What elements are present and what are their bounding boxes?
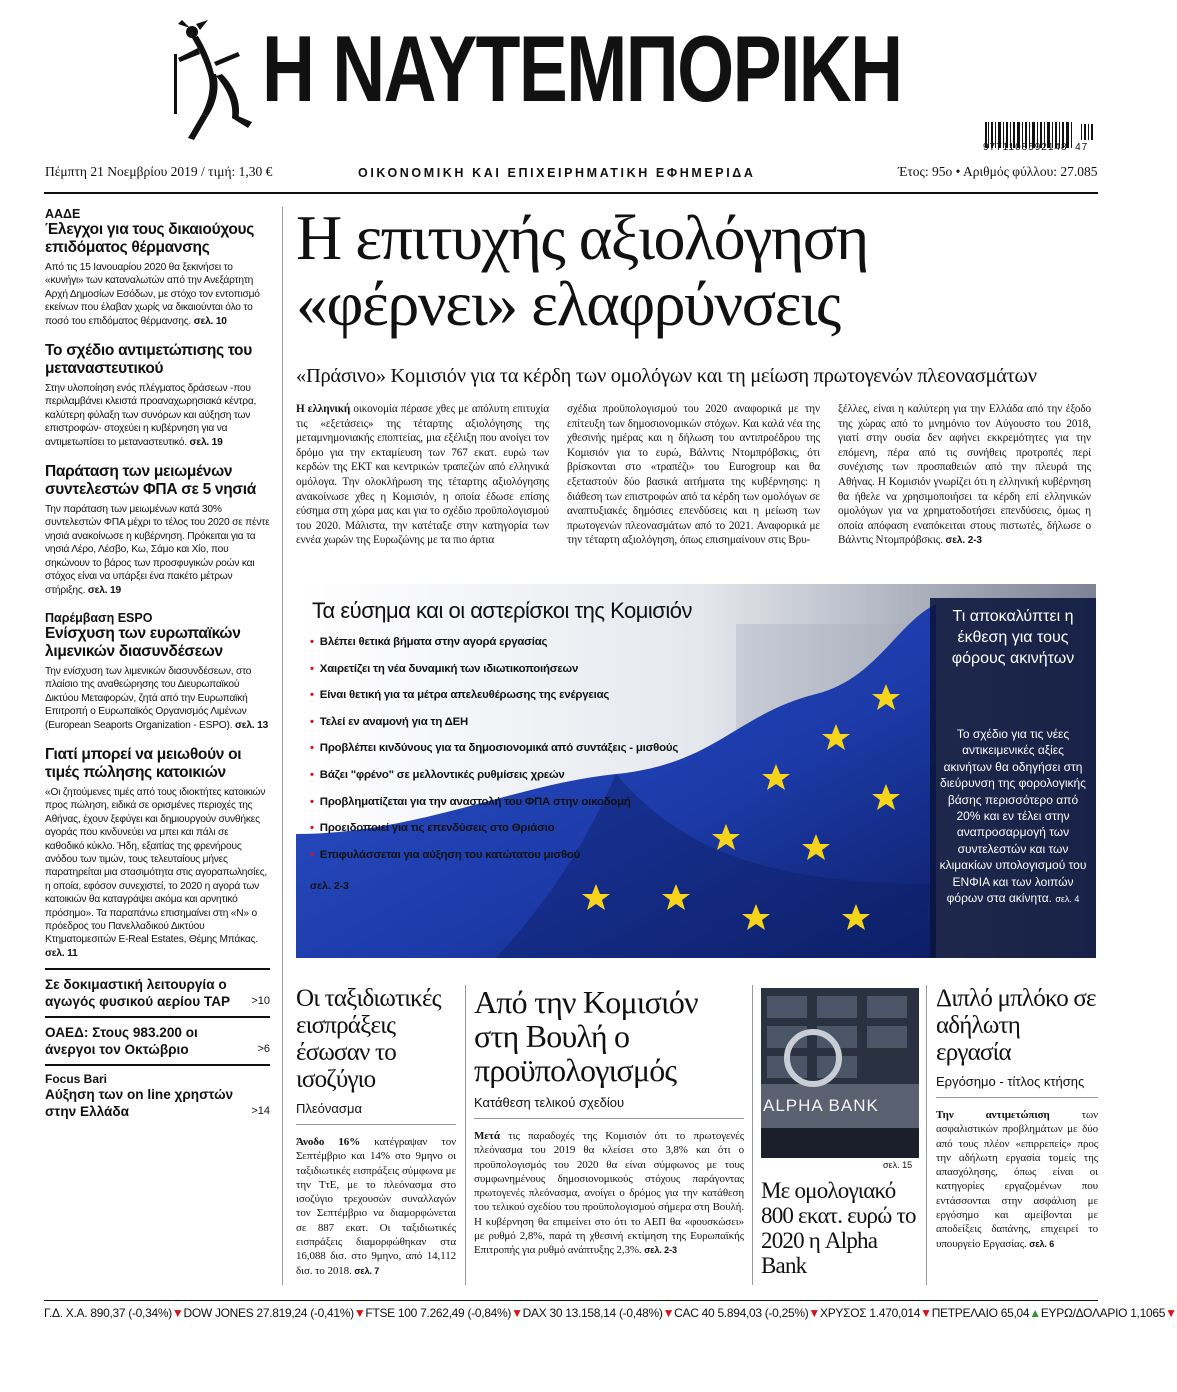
masthead — [0, 0, 1151, 200]
list-item: • Επιφυλάσσεται για αύξηση του κατώτατου μισθού — [310, 848, 581, 861]
down-arrow-icon: ▼ — [353, 1306, 366, 1320]
list-item: • Προειδοποιεί για τις επενδύσεις στο Θριάσιο — [310, 822, 555, 835]
story-body: Μετά τις παραδοχές της Κομισιόν ότι το πρωτογενές πλεόνασμα του 2019 θα κλείσει στο 3,8% και ότι ο προϋπολογισμός του 2020 θα είναι σύμφωνος με τους συμφωνημένους δημοσιονομικούς στόχους παράγοντας πρωτογενές πλεόνασμα, ανοίγει ο δρόμος για την κατάθεση του τελικού σχεδίου του προϋπολογισμού σήμερα στη Βουλή. Η κυβέρνηση θα επιμείνει στο ότι το ΑΕΠ θα «φουσκώσει» με ρυθμό 2,8%, παρά τη χθεσινή εκτίμηση της Ευρωπαϊκής Επιτροπής για ρυθμό ανάπτυξης 2,3%. σελ. 2-3 — [474, 1130, 744, 1257]
ticker-rule — [44, 1300, 1098, 1301]
story-column: ξέλλες, είναι η καλύτερη για την Ελλάδα από την έξοδο της χώρας από το μνημόνιο τον Αύγουστο του 2018, γιατί στην ουσία δεν αφήνει εκκρεμότητες για την επόμενη, πέρα από τις συνήθεις προτροπές περί συνέχισης των προσπαθειών από την πλευρά της Αθήνας. Η Κομισιόν γνωρίζει ότι η ελληνική κυβέρνηση θα ήθελε να χρησιμοποιήσει τα κέρδη επί ελληνικών ομολόγων για να χρηματοδοτήσει επενδύσεις, όμως η οποία απόφαση εναπόκειται στους πιστωτές, δήλωσε ο Βάλντις Ντομπρόβσκις. σελ. 2-3 — [838, 403, 1091, 547]
alpha-bank-building-image — [761, 988, 919, 1158]
teaser-tap[interactable]: Σε δοκιμαστική λειτουργία ο αγωγός φυσικού αερίου TAP >10 — [45, 977, 270, 1010]
ticker-item: ΧΡΥΣΟΣ 1.470,014▼ — [819, 1306, 932, 1320]
list-item: • Είναι θετική για τα μέτρα απελευθέρωσης της ενέργειας — [310, 689, 610, 702]
left-story[interactable] — [45, 746, 270, 960]
story-headline: Έλεγχοι για τους δικαιούχους επιδόματος θέρμανσης — [45, 221, 255, 256]
ticker-item: DOW JONES 27.819,24 (-0,41%)▼ — [183, 1306, 366, 1320]
story-kicker: ΑΑΔΕ — [45, 207, 81, 221]
down-arrow-icon: ▼ — [1165, 1306, 1177, 1320]
masthead-rule — [44, 192, 1098, 194]
left-story[interactable] — [45, 207, 270, 328]
ticker-item: Γ.Δ. Χ.Α. 890,37 (-0,34%)▼ — [44, 1306, 184, 1320]
story-subhead: Πλεόνασμα — [296, 1101, 456, 1125]
divider — [45, 1064, 270, 1066]
list-item: • Βλέπει θετικά βήματα στην αγορά εργασίας — [310, 636, 548, 648]
date-price-line: Πέμπτη 21 Νοεμβρίου 2019 / τιμή: 1,30 € — [45, 164, 273, 179]
left-column — [45, 207, 270, 1120]
story-headline: Γιατί μπορεί να μειωθούν οι τιμές πώλησης κατοικιών — [45, 745, 242, 781]
story-body: Στην υλοποίηση ενός πλέγματος δράσεων -που περιλαμβάνει κλειστά προαναχωρησιακά κέντρα, καλύτερη φύλαξη των συνόρων και αύξηση των επιστροφών- στοχεύει η κυβέρνηση για να αντιμετωπίσει το μεταναστευτικό. σελ. 19 — [45, 383, 257, 448]
list-item: • Τελεί εν αναμονή για τη ΔΕΗ — [310, 715, 469, 728]
divider — [45, 968, 270, 970]
story-body: «Οι ζητούμενες τιμές από τους ιδιοκτήτες κατοικιών προς πώληση, ειδικά σε ορισμένες περιοχές της Αθήνας, έχουν ξεφύγει και δημιουργούν συνθήκες αγοράς που κινδυνεύει να μπει και πάλι σε καθοδικό κύκλο. Ήδη, εξαιτίας της φρενήρους ανόδου των τιμών, τους τελευταίους μήνες παρατηρείται μια στασιμότητα στις αγοραπωλησίες, η οποία, εφόσον συνεχιστεί, το 2020 η αγορά των κατοικιών θα καταγράψει ακόμα και αρνητικό πρόσημο». Τα παραπάνω επισημαίνει στη «Ν» ο πρόεδρος του Πανελλαδικού Δικτύου Κτηματομεσιτών E-Real Estates, Θέμης Μπάκας. σελ. 11 — [45, 786, 268, 959]
main-headline[interactable]: Η επιτυχής αξιολόγηση «φέρνει» ελαφρύνσεις — [296, 202, 868, 339]
eu-feature-box — [296, 584, 1096, 958]
alpha-bank-photo — [761, 988, 919, 1158]
ticker-item: FTSE 100 7.262,49 (-0,84%)▼ — [365, 1306, 523, 1320]
story-headline: Διπλό μπλόκο σε αδήλωτη εργασία — [936, 985, 1096, 1066]
hermes-logo-icon — [168, 18, 258, 148]
main-subhead: «Πράσινο» Κομισιόν για τα κέρδη των ομολόγων και τη μείωση πρωτογενών πλεονασμάτων — [296, 365, 1037, 387]
issue-line: Έτος: 95ο • Αριθμός φύλλου: 27.085 — [898, 164, 1098, 179]
down-arrow-icon: ▼ — [808, 1306, 820, 1320]
sidebar-headline: Τι αποκαλύπτει η έκθεση για τους φόρους ακινήτων — [951, 608, 1075, 667]
ticker-item: ΕΥΡΩ/ΔΟΛΑΡΙΟ 1,1065▼ — [1040, 1306, 1177, 1320]
list-item: • Βάζει "φρένο" σε μελλοντικές ρυθμίσεις χρεών — [310, 768, 565, 781]
story-column: Η ελληνική οικονομία πέρασε χθες με απόλυτη επιτυχία τις «εξετάσεις» της τέταρτης αξιολόγησης της μεταμνημονιακής εποπτείας, μια εξέλιξη που ανοίγει τον δρόμο για την εκταμίευση των 767 εκατ. ευρώ των κερδών της ΕΚΤ και κεντρικών τραπεζών από ελληνικά ομόλογα. Την ολοκλήρωση της τέταρτης αξιολόγησης ανακοίνωσε χθες η Κομισιόν, η οποία έδωσε επίσης εύσημα στη χώρα μας και για το σχέδιο προϋπολογισμού του 2020. Μάλιστα, την κατέταξε στην κατηγορία των εννέα χωρών της Ευρωζώνης με τα πιο άρτια — [296, 403, 549, 547]
ticker-item: CAC 40 5.894,03 (-0,25%)▼ — [674, 1306, 820, 1320]
story-column: σχέδια προϋπολογισμού του 2020 αναφορικά με την επίτευξη των δημοσιονομικών στόχων. Και καλά νέα της χθεσινής ημέρας και η δήλωση του αντιπροέδρου της Κομισιόν για το ευρώ, Βάλντις Ντομπρόβσκις, ότι βρίσκονται στο «τραπέζι» του Eurogroup και θα εξεταστούν δύο βασικά αιτήματα της κυβέρνησης: η διάθεση των επιστροφών από τα κέρδη των ομολόγων σε αναπτυξιακές δημόσιες επενδύσεις και η μείωση των πρωτογενών πλεονασμάτων από το 2021. Αναφορικά με την τέταρτη αξιολόγηση, όπως επισημαίνουν στις Βρυ- — [567, 403, 820, 547]
left-story[interactable] — [45, 463, 270, 597]
story-headline: Οι ταξιδιωτικές εισπράξεις έσωσαν το ισοζύγιο — [296, 985, 441, 1093]
down-arrow-icon: ▼ — [920, 1306, 932, 1320]
story-undeclared-work[interactable] — [936, 985, 1098, 1251]
ticker-item: DAX 30 13.158,14 (-0,48%)▼ — [522, 1306, 675, 1320]
left-story[interactable] — [45, 611, 270, 732]
story-budget[interactable] — [474, 985, 744, 1258]
story-kicker: Παρέμβαση ESPO — [45, 610, 153, 625]
eu-bullet-list — [310, 636, 830, 875]
story-headline: Ενίσχυση των ευρωπαϊκών λιμενικών διασυνδέσεων — [45, 624, 241, 660]
story-body: Την αντιμετώπιση των ασφαλιστικών προβλημάτων με δύο από τους πλέον «επιρρεπείς» προς την αδήλωτη εργασία τομείς της απασχόλησης, όπως είναι οι κατηγορίες εργαζομένων που εντάσσονται στην ασφάλιση με εργόσημο και αμείβονται με αποδείξεις δαπάνης, επιχειρεί το υπουργείο Εργασίας. σελ. 6 — [936, 1109, 1098, 1250]
down-arrow-icon: ▼ — [511, 1306, 523, 1320]
divider — [45, 1016, 270, 1018]
story-body: Από τις 15 Ιανουαρίου 2020 θα ξεκινήσει το «κυνήγι» των καταναλωτών από την Ανεξάρτητη Αρχή Δημοσίων Εσόδων, με στόχο τον εντοπισμό εκείνων που έλαβαν χωρίς να δικαιούνται όλο το ποσό του επιδόματος θέρμανσης. σελ. 10 — [45, 262, 260, 327]
story-subhead: Εργόσημο - τίτλος κτήσης — [936, 1074, 1098, 1098]
column-divider — [926, 985, 927, 1285]
list-item: • Προβληματίζεται για την αναστολή του ΦΠΑ στην οικοδομή — [310, 795, 631, 808]
left-story[interactable] — [45, 342, 270, 449]
sidebar-body: Το σχέδιο για τις νέες αντικειμενικές αξίες ακινήτων θα οδηγήσει στη διεύρυνση της φορολογικής βάσης περισσότερο από 20% και εν τέλει στην αναπροσαρμογή των συντελεστών και των κλιμακίων υπολογισμού του ΕΝΦΙΑ και των λοιπών φόρων στα ακίνητα. σελ. 4 — [939, 727, 1087, 906]
page-reference: σελ. 15 — [883, 1160, 913, 1170]
story-headline: Το σχέδιο αντιμετώπισης του μεταναστευτικού — [45, 342, 252, 378]
column-divider — [282, 207, 283, 1285]
list-item: • Προβλέπει κινδύνους για τα δημοσιονομικά από συντάξεις - μισθούς — [310, 742, 679, 755]
up-arrow-icon: ▲ — [1029, 1306, 1041, 1320]
ticker-item: ΠΕΤΡΕΛΑΙΟ 65,04▲ — [931, 1306, 1041, 1320]
teaser-kicker: Focus Bari — [45, 1072, 108, 1087]
story-headline: Από την Κομισιόν στη Βουλή ο προϋπολογισμός — [474, 984, 698, 1088]
column-divider — [465, 985, 466, 1285]
teaser-oaed[interactable]: ΟΑΕΔ: Στους 983.200 οι άνεργοι τον Οκτώβριο >6 — [45, 1025, 270, 1058]
alpha-bank-sign: ALPHA BANK — [763, 1096, 879, 1115]
down-arrow-icon: ▼ — [171, 1306, 184, 1320]
column-divider — [752, 985, 753, 1285]
newspaper-title: Η ΝΑΥΤΕΜΠΟΡΙΚΗ — [262, 16, 902, 121]
tagline: ΟΙΚΟΝΟΜΙΚΗ ΚΑΙ ΕΠΙΧΕΙΡΗΜΑΤΙΚΗ ΕΦΗΜΕΡΙΔΑ — [358, 166, 756, 180]
down-arrow-icon: ▼ — [662, 1306, 675, 1320]
story-travel-receipts[interactable] — [296, 985, 456, 1278]
property-tax-sidebar[interactable] — [930, 598, 1096, 958]
story-subhead: Κατάθεση τελικού σχεδίου — [474, 1095, 744, 1119]
story-body: Την ενίσχυση των λιμενικών διασυνδέσεων, στο πλαίσιο της αναθεώρησης του Διευρωπαϊκού Δικτύου Μεταφορών, ζητά από την Ευρωπαϊκή Επιτροπή ο Ευρωπαϊκός Οργανισμός Λιμένων (European Seaports Organization - ESPO). σελ. 13 — [45, 665, 269, 731]
list-item: • Χαιρετίζει τη νέα δυναμική των ιδιωτικοποιήσεων — [310, 662, 579, 675]
barcode-number: 9771108592148 47 — [983, 142, 1089, 153]
story-alpha-bank-headline[interactable]: Με ομολογιακό 800 εκατ. ευρώ το 2020 η Alpha Bank — [761, 1178, 916, 1278]
story-headline: Παράταση των μειωμένων συντελεστών ΦΠΑ σε 5 νησιά — [45, 463, 256, 499]
story-body: Άνοδο 16% κατέγραψαν τον Σεπτέμβριο και 14% στο 9μηνο οι ταξιδιωτικές εισπράξεις σύμφωνα με την ΤτΕ, με το πλεόνασμα στο ισοζύγιο τρεχουσών συναλλαγών τον Σεπτέμβριο να διαμορφώνεται σε 887 εκατ. Οι ταξιδιωτικές εισπράξεις διαμορφώθηκαν στα 16,088 δισ. στο 9μηνο, από 14,112 δισ. το 2018. σελ. 7 — [296, 1136, 456, 1277]
page-reference: σελ. 2-3 — [310, 880, 350, 892]
main-story-body — [296, 402, 1091, 549]
teaser-online-users[interactable]: Αύξηση των on line χρηστών στην Ελλάδα >14 — [45, 1087, 270, 1120]
market-ticker — [44, 1306, 1177, 1320]
story-body: Την παράταση των μειωμένων κατά 30% συντελεστών ΦΠΑ μέχρι το τέλος του 2020 σε πέντε νησιά ανακοίνωσε η κυβέρνηση. Πρόκειται για τα νησιά Λέρο, Λέσβο, Κω, Σάμο και Χίο, που σηκώνουν το βάρος των προσφυγικών ροών και στόχος είναι να υπάρξει ένα πακέτο μέτρων στήριξης. σελ. 19 — [45, 504, 270, 596]
eu-box-title: Τα εύσημα και οι αστερίσκοι της Κομισιόν — [312, 598, 692, 623]
